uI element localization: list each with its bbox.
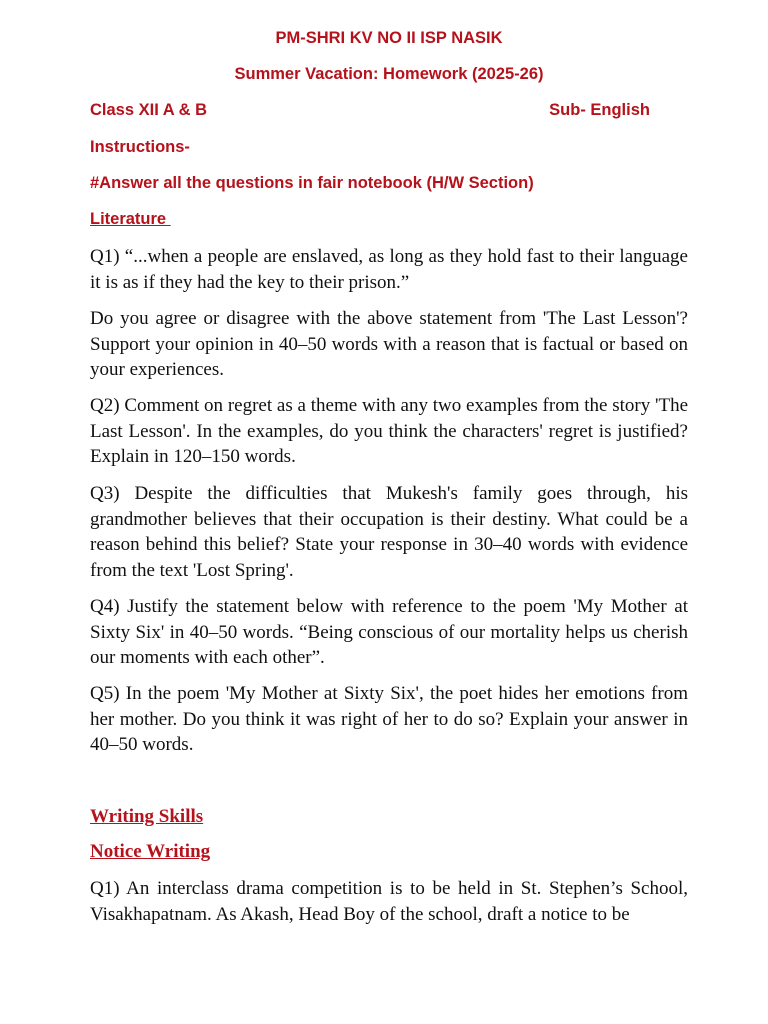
literature-q2: Q2) Comment on regret as a theme with any two examples from the story 'The Last Lesson'. In the examples, do you think the characters' regret is justified? Explain in 120–150 words. [90, 395, 688, 468]
literature-q3: Q3) Despite the difficulties that Mukesh's family goes through, his grandmother believes that their occupation is their destiny. What could be a reason behind this belief? State your response in 30–40 words with evidence from the text 'Lost Spring'. [90, 483, 688, 582]
literature-heading: Literature [90, 210, 171, 228]
instruction-text: #Answer all the questions in fair notebook (H/W Section) [90, 174, 534, 192]
instructions-label: Instructions- [90, 138, 190, 156]
writing-q1: Q1) An interclass drama competition is to be held in St. Stephen’s School, Visakhapatnam. As Akash, Head Boy of the school, draft a notice to be [90, 878, 688, 925]
notice-writing-heading: Notice Writing [90, 841, 211, 862]
school-name: PM-SHRI KV NO II ISP NASIK [275, 29, 503, 47]
literature-q4: Q4) Justify the statement below with reference to the poem 'My Mother at Sixty Six' in 40–50 words. “Being conscious of our mortality helps us cherish our moments with each other”. [90, 596, 688, 669]
literature-q5: Q5) In the poem 'My Mother at Sixty Six', the poet hides her emotions from her mother. Do you think it was right of her to do so? Explain your answer in 40–50 words. [90, 683, 688, 756]
literature-q1-prompt: Do you agree or disagree with the above statement from 'The Last Lesson'? Support your opinion in 40–50 words with a reason that is factual or based on your experiences. [90, 308, 688, 381]
writing-skills-heading: Writing Skills [90, 806, 204, 827]
class-label: Class XII A & B [90, 101, 208, 119]
subject-label: Sub- English [549, 101, 650, 119]
homework-title: Summer Vacation: Homework (2025-26) [234, 65, 544, 83]
literature-q1-quote: Q1) “...when a people are enslaved, as long as they hold fast to their language it is as if they had the key to their prison.” [90, 246, 688, 293]
class-subject-line [90, 100, 650, 120]
